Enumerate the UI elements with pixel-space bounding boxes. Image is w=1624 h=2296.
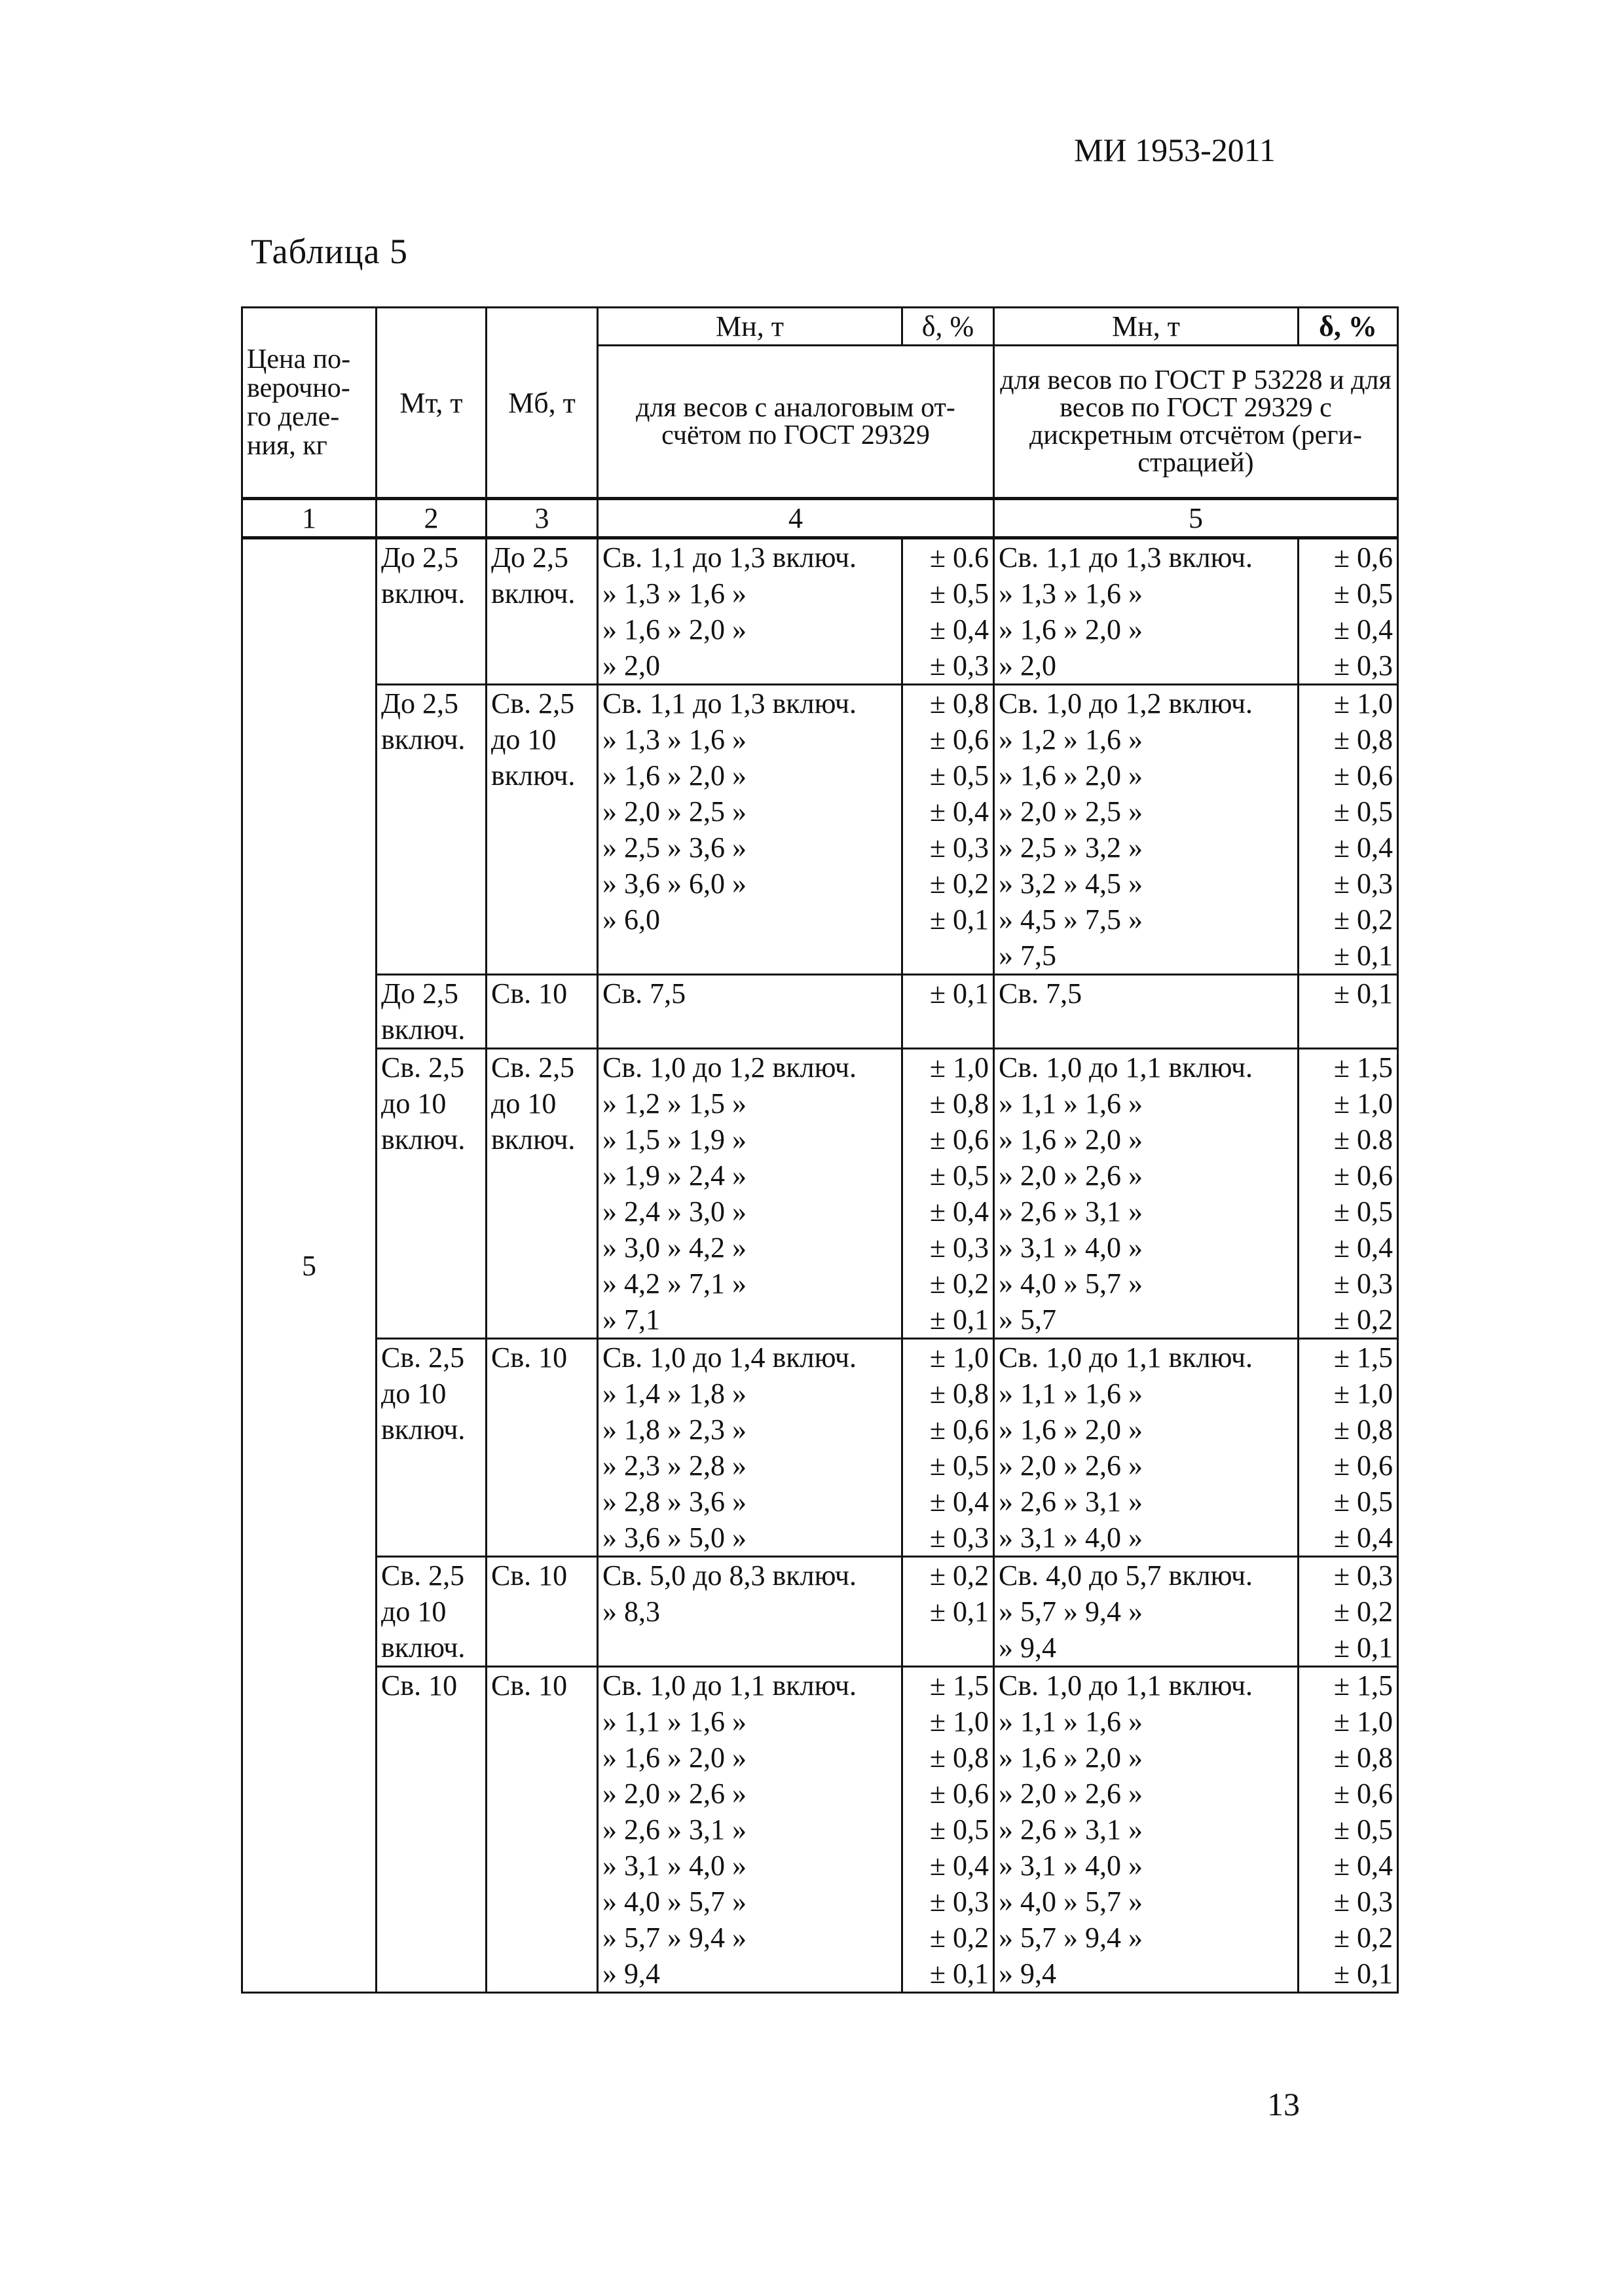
range-line: » 2,5 » 3,6 »	[602, 831, 747, 864]
cell-line: ± 0,4	[1333, 1522, 1393, 1554]
cell-line: ± 0,1	[929, 903, 989, 936]
document-code: МИ 1953-2011	[1074, 132, 1276, 168]
range-line: » 9,4	[602, 1958, 660, 1990]
range-line: » 1,1 » 1,6 »	[999, 1705, 1143, 1738]
cell-line: ± 0,3	[1333, 1267, 1393, 1300]
cell-line: ± 0,5	[929, 1449, 989, 1482]
cell-line: Св. 2,5	[381, 1051, 465, 1084]
cell-line: ± 0,5	[1333, 1485, 1393, 1518]
table-row	[242, 538, 1398, 685]
range-line: » 4,0 » 5,7 »	[602, 1886, 747, 1918]
cell-line: ± 0,6	[929, 1777, 989, 1810]
cell-line: ± 1,0	[1333, 1087, 1393, 1120]
table-row	[242, 685, 1398, 975]
cell-line: ± 0,2	[1333, 903, 1393, 936]
range-line: » 1,4 » 1,8 »	[602, 1377, 747, 1410]
mb-cell	[487, 1339, 598, 1557]
mt-cell	[377, 975, 487, 1049]
range-line: » 1,2 » 1,6 »	[999, 723, 1143, 756]
range-line: » 4,2 » 7,1 »	[602, 1267, 747, 1300]
digital-range-cell	[994, 1049, 1299, 1339]
range-line: » 2,3 » 2,8 »	[602, 1449, 747, 1482]
range-line: » 1,6 » 2,0 »	[602, 1741, 747, 1774]
range-line: » 6,0	[602, 903, 660, 936]
range-line: » 2,6 » 3,1 »	[999, 1485, 1143, 1518]
range-line: » 1,2 » 1,5 »	[602, 1087, 747, 1120]
range-line: Св. 1,0 до 1,1 включ.	[602, 1669, 857, 1702]
column-number: 5	[994, 499, 1398, 538]
range-line: » 2,0	[602, 649, 660, 682]
analog-delta-cell	[902, 538, 994, 685]
mt-cell	[377, 1557, 487, 1667]
cell-line: До 2,5	[491, 541, 569, 574]
mb-cell	[487, 685, 598, 975]
mb-cell	[487, 1557, 598, 1667]
range-line: » 1,1 » 1,6 »	[999, 1087, 1143, 1120]
cell-line: ± 0,3	[929, 831, 989, 864]
cell-line: ± 1,5	[929, 1669, 989, 1702]
range-line: Св. 1,1 до 1,3 включ.	[602, 541, 857, 574]
digital-delta-cell	[1299, 685, 1398, 975]
cell-line: ± 0,6	[929, 723, 989, 756]
range-line: » 2,0 » 2,6 »	[999, 1449, 1143, 1482]
cell-line: ± 0,6	[1333, 1777, 1393, 1810]
grad-value-cell: 5	[242, 538, 377, 1993]
table-row	[242, 975, 1398, 1049]
header-mn-digital: Мн, т	[994, 308, 1299, 346]
range-line: » 2,0 » 2,5 »	[602, 795, 747, 828]
analog-range-cell	[598, 538, 902, 685]
cell-line: включ.	[381, 577, 466, 610]
header-analog-desc: для весов с аналоговым от-счётом по ГОСТ 29329	[598, 346, 994, 499]
cell-line: ± 0,5	[929, 1159, 989, 1192]
range-line: » 5,7 » 9,4 »	[999, 1922, 1143, 1954]
cell-line: ± 0,4	[929, 1850, 989, 1882]
cell-line: ± 1,5	[1333, 1051, 1393, 1084]
cell-line: ± 0,5	[929, 577, 989, 610]
cell-line: до 10	[381, 1087, 447, 1120]
cell-line: ± 0,4	[1333, 613, 1393, 646]
cell-line: ± 1,5	[1333, 1669, 1393, 1702]
analog-range-cell	[598, 1049, 902, 1339]
range-line: » 1,8 » 2,3 »	[602, 1413, 747, 1446]
range-line: » 4,0 » 5,7 »	[999, 1267, 1143, 1300]
cell-line: ± 0,4	[1333, 831, 1393, 864]
cell-line: ± 0,1	[929, 977, 989, 1010]
header-row-top	[242, 308, 1398, 346]
range-line: » 2,0 » 2,5 »	[999, 795, 1143, 828]
analog-range-cell	[598, 1339, 902, 1557]
cell-line: ± 0,4	[929, 795, 989, 828]
header-delta-analog: δ, %	[902, 308, 994, 346]
range-line: » 1,1 » 1,6 »	[999, 1377, 1143, 1410]
range-line: » 1,9 » 2,4 »	[602, 1159, 747, 1192]
cell-line: ± 0,6	[1333, 759, 1393, 792]
cell-line: ± 1,5	[1333, 1341, 1393, 1374]
digital-delta-cell	[1299, 1557, 1398, 1667]
range-line: » 1,6 » 2,0 »	[602, 613, 747, 646]
cell-line: ± 0,5	[1333, 1813, 1393, 1846]
range-line: » 1,6 » 2,0 »	[602, 759, 747, 792]
cell-line: ± 1,0	[1333, 687, 1393, 720]
mb-cell	[487, 1667, 598, 1993]
header-mn-analog: Мн, т	[598, 308, 902, 346]
cell-line: ± 0,4	[1333, 1231, 1393, 1264]
cell-line: ± 0,8	[929, 1741, 989, 1774]
cell-line: ± 0,1	[929, 1595, 989, 1628]
cell-line: до 10	[491, 723, 557, 756]
cell-line: включ.	[381, 723, 466, 756]
range-line: » 5,7	[999, 1303, 1056, 1336]
mb-cell	[487, 538, 598, 685]
cell-line: ± 1,0	[929, 1341, 989, 1374]
cell-line: Св. 2,5	[491, 1051, 575, 1084]
range-line: » 3,1 » 4,0 »	[999, 1522, 1143, 1554]
analog-delta-cell	[902, 1339, 994, 1557]
cell-line: включ.	[491, 577, 576, 610]
analog-delta-cell	[902, 1049, 994, 1339]
digital-range-cell	[994, 1557, 1299, 1667]
header-grad-value: Цена по-верочно-го деле-ния, кг	[242, 308, 377, 499]
cell-line: Св. 10	[381, 1669, 458, 1702]
cell-line: Св. 10	[491, 1669, 568, 1702]
range-line: » 1,6 » 2,0 »	[999, 1413, 1143, 1446]
cell-line: ± 0,3	[1333, 1559, 1393, 1592]
range-line: » 2,0 » 2,6 »	[999, 1777, 1143, 1810]
cell-line: ± 0,5	[1333, 795, 1393, 828]
cell-line: ± 0,1	[929, 1958, 989, 1990]
range-line: » 9,4	[999, 1631, 1056, 1664]
cell-line: включ.	[381, 1631, 466, 1664]
range-line: » 3,6 » 6,0 »	[602, 867, 747, 900]
range-line: » 3,1 » 4,0 »	[999, 1231, 1143, 1264]
range-line: » 7,5	[999, 939, 1056, 972]
range-line: Св. 1,1 до 1,3 включ.	[999, 541, 1253, 574]
range-line: Св. 1,0 до 1,2 включ.	[999, 687, 1253, 720]
range-line: » 2,6 » 3,1 »	[999, 1813, 1143, 1846]
range-line: Св. 1,0 до 1,2 включ.	[602, 1051, 857, 1084]
digital-delta-cell	[1299, 1339, 1398, 1557]
range-line: Св. 1,0 до 1,4 включ.	[602, 1341, 857, 1374]
cell-line: ± 0,2	[929, 867, 989, 900]
cell-line: включ.	[381, 1413, 466, 1446]
cell-line: ± 0,2	[1333, 1303, 1393, 1336]
cell-line: включ.	[491, 759, 576, 792]
cell-line: ± 0,1	[1333, 1631, 1393, 1664]
cell-line: ± 0,5	[929, 1813, 989, 1846]
cell-line: до 10	[381, 1595, 447, 1628]
table-title: Таблица 5	[251, 232, 408, 271]
cell-line: ± 0,3	[929, 649, 989, 682]
range-line: » 1,6 » 2,0 »	[999, 1123, 1143, 1156]
range-line: » 5,7 » 9,4 »	[602, 1922, 747, 1954]
cell-line: ± 0,3	[1333, 649, 1393, 682]
cell-line: Св. 10	[491, 977, 568, 1010]
mb-cell	[487, 975, 598, 1049]
cell-line: ± 0,8	[1333, 723, 1393, 756]
cell-line: ± 0,2	[1333, 1595, 1393, 1628]
cell-line: ± 0,8	[929, 1087, 989, 1120]
cell-line: ± 0,1	[1333, 977, 1393, 1010]
cell-line: ± 0,8	[1333, 1413, 1393, 1446]
cell-line: ± 0,5	[1333, 577, 1393, 610]
range-line: Св. 7,5	[999, 977, 1082, 1010]
digital-delta-cell	[1299, 975, 1398, 1049]
range-line: » 1,3 » 1,6 »	[602, 577, 747, 610]
range-line: » 2,4 » 3,0 »	[602, 1195, 747, 1228]
cell-line: Св. 2,5	[381, 1341, 465, 1374]
cell-line: ± 0,5	[1333, 1195, 1393, 1228]
cell-line: ± 0,5	[929, 759, 989, 792]
tolerance-table	[241, 306, 1399, 1994]
cell-line: ± 0.8	[1333, 1123, 1393, 1156]
analog-delta-cell	[902, 1667, 994, 1993]
cell-line: ± 0,3	[929, 1522, 989, 1554]
range-line: » 1,6 » 2,0 »	[999, 759, 1143, 792]
range-line: » 1,3 » 1,6 »	[602, 723, 747, 756]
cell-line: ± 0,4	[929, 613, 989, 646]
cell-line: до 10	[381, 1377, 447, 1410]
cell-line: До 2,5	[381, 541, 459, 574]
column-number-row	[242, 499, 1398, 538]
analog-delta-cell	[902, 685, 994, 975]
cell-line: До 2,5	[381, 977, 459, 1010]
cell-line: Св. 10	[491, 1559, 568, 1592]
analog-range-cell	[598, 1667, 902, 1993]
range-line: Св. 7,5	[602, 977, 686, 1010]
range-line: » 2,0 » 2,6 »	[999, 1159, 1143, 1192]
cell-line: ± 0,2	[929, 1922, 989, 1954]
range-line: » 3,2 » 4,5 »	[999, 867, 1143, 900]
mt-cell	[377, 1667, 487, 1993]
range-line: » 1,1 » 1,6 »	[602, 1705, 747, 1738]
cell-line: Св. 10	[491, 1341, 568, 1374]
range-line: Св. 1,0 до 1,1 включ.	[999, 1051, 1253, 1084]
cell-line: ± 0,3	[929, 1886, 989, 1918]
analog-range-cell	[598, 685, 902, 975]
cell-line: ± 0,6	[929, 1123, 989, 1156]
header-delta-digital: δ, %	[1299, 308, 1398, 346]
range-line: » 2,0	[999, 649, 1056, 682]
range-line: Св. 1,0 до 1,1 включ.	[999, 1669, 1253, 1702]
range-line: » 3,0 » 4,2 »	[602, 1231, 747, 1264]
analog-range-cell	[598, 1557, 902, 1667]
range-line: » 7,1	[602, 1303, 660, 1336]
range-line: » 2,8 » 3,6 »	[602, 1485, 747, 1518]
digital-range-cell	[994, 538, 1299, 685]
range-line: Св. 1,0 до 1,1 включ.	[999, 1341, 1253, 1374]
column-number: 2	[377, 499, 487, 538]
range-line: Св. 1,1 до 1,3 включ.	[602, 687, 857, 720]
mt-cell	[377, 1339, 487, 1557]
cell-line: ± 0,1	[1333, 1958, 1393, 1990]
range-line: » 8,3	[602, 1595, 660, 1628]
range-line: » 1,5 » 1,9 »	[602, 1123, 747, 1156]
mt-cell	[377, 685, 487, 975]
cell-line: ± 0,8	[929, 1377, 989, 1410]
cell-line: ± 0,6	[1333, 1449, 1393, 1482]
digital-range-cell	[994, 1667, 1299, 1993]
range-line: » 2,0 » 2,6 »	[602, 1777, 747, 1810]
analog-range-cell	[598, 975, 902, 1049]
range-line: » 1,3 » 1,6 »	[999, 577, 1143, 610]
cell-line: включ.	[491, 1123, 576, 1156]
range-line: » 1,6 » 2,0 »	[999, 1741, 1143, 1774]
cell-line: ± 0,3	[929, 1231, 989, 1264]
cell-line: ± 0,2	[1333, 1922, 1393, 1954]
cell-line: включ.	[381, 1123, 466, 1156]
range-line: Св. 4,0 до 5,7 включ.	[999, 1559, 1253, 1592]
range-line: » 9,4	[999, 1958, 1056, 1990]
range-line: » 2,6 » 3,1 »	[602, 1813, 747, 1846]
cell-line: ± 0,6	[1333, 1159, 1393, 1192]
digital-delta-cell	[1299, 538, 1398, 685]
mt-cell	[377, 538, 487, 685]
header-mt: Мт, т	[377, 308, 487, 499]
page-number: 13	[1267, 2086, 1300, 2123]
column-number: 1	[242, 499, 377, 538]
range-line: » 1,6 » 2,0 »	[999, 613, 1143, 646]
range-line: » 4,0 » 5,7 »	[999, 1886, 1143, 1918]
cell-line: ± 0,1	[1333, 939, 1393, 972]
header-mb: Мб, т	[487, 308, 598, 499]
cell-line: ± 0,3	[1333, 867, 1393, 900]
range-line: » 3,1 » 4,0 »	[602, 1850, 747, 1882]
cell-line: ± 1,0	[929, 1051, 989, 1084]
range-line: » 2,6 » 3,1 »	[999, 1195, 1143, 1228]
range-line: Св. 5,0 до 8,3 включ.	[602, 1559, 857, 1592]
cell-line: до 10	[491, 1087, 557, 1120]
cell-line: ± 0,4	[929, 1195, 989, 1228]
range-line: » 2,5 » 3,2 »	[999, 831, 1143, 864]
range-line: » 5,7 » 9,4 »	[999, 1595, 1143, 1628]
cell-line: ± 0,2	[929, 1559, 989, 1592]
table-row	[242, 1049, 1398, 1339]
table-row	[242, 1339, 1398, 1557]
cell-line: ± 0,4	[929, 1485, 989, 1518]
cell-line: ± 1,0	[1333, 1705, 1393, 1738]
header-digital-desc: для весов по ГОСТ Р 53228 и для весов по ГОСТ 29329 с дискретным отсчётом (реги-страцией)	[994, 346, 1398, 499]
digital-delta-cell	[1299, 1049, 1398, 1339]
range-line: » 3,1 » 4,0 »	[999, 1850, 1143, 1882]
mb-cell	[487, 1049, 598, 1339]
analog-delta-cell	[902, 1557, 994, 1667]
table-row	[242, 1667, 1398, 1993]
cell-line: До 2,5	[381, 687, 459, 720]
cell-line: включ.	[381, 1013, 466, 1046]
cell-line: ± 0,4	[1333, 1850, 1393, 1882]
cell-line: ± 0,2	[929, 1267, 989, 1300]
cell-line: ± 1,0	[1333, 1377, 1393, 1410]
range-line: » 3,6 » 5,0 »	[602, 1522, 747, 1554]
cell-line: ± 0,8	[1333, 1741, 1393, 1774]
cell-line: ± 0.6	[929, 541, 989, 574]
range-line: » 4,5 » 7,5 »	[999, 903, 1143, 936]
digital-range-cell	[994, 685, 1299, 975]
cell-line: ± 0,6	[1333, 541, 1393, 574]
cell-line: ± 0,8	[929, 687, 989, 720]
cell-line: ± 0,6	[929, 1413, 989, 1446]
column-number: 3	[487, 499, 598, 538]
digital-range-cell	[994, 1339, 1299, 1557]
cell-line: Св. 2,5	[491, 687, 575, 720]
cell-line: ± 0,3	[1333, 1886, 1393, 1918]
digital-delta-cell	[1299, 1667, 1398, 1993]
analog-delta-cell	[902, 975, 994, 1049]
table-row	[242, 1557, 1398, 1667]
mt-cell	[377, 1049, 487, 1339]
digital-range-cell	[994, 975, 1299, 1049]
cell-line: Св. 2,5	[381, 1559, 465, 1592]
column-number: 4	[598, 499, 994, 538]
cell-line: ± 0,1	[929, 1303, 989, 1336]
cell-line: ± 1,0	[929, 1705, 989, 1738]
